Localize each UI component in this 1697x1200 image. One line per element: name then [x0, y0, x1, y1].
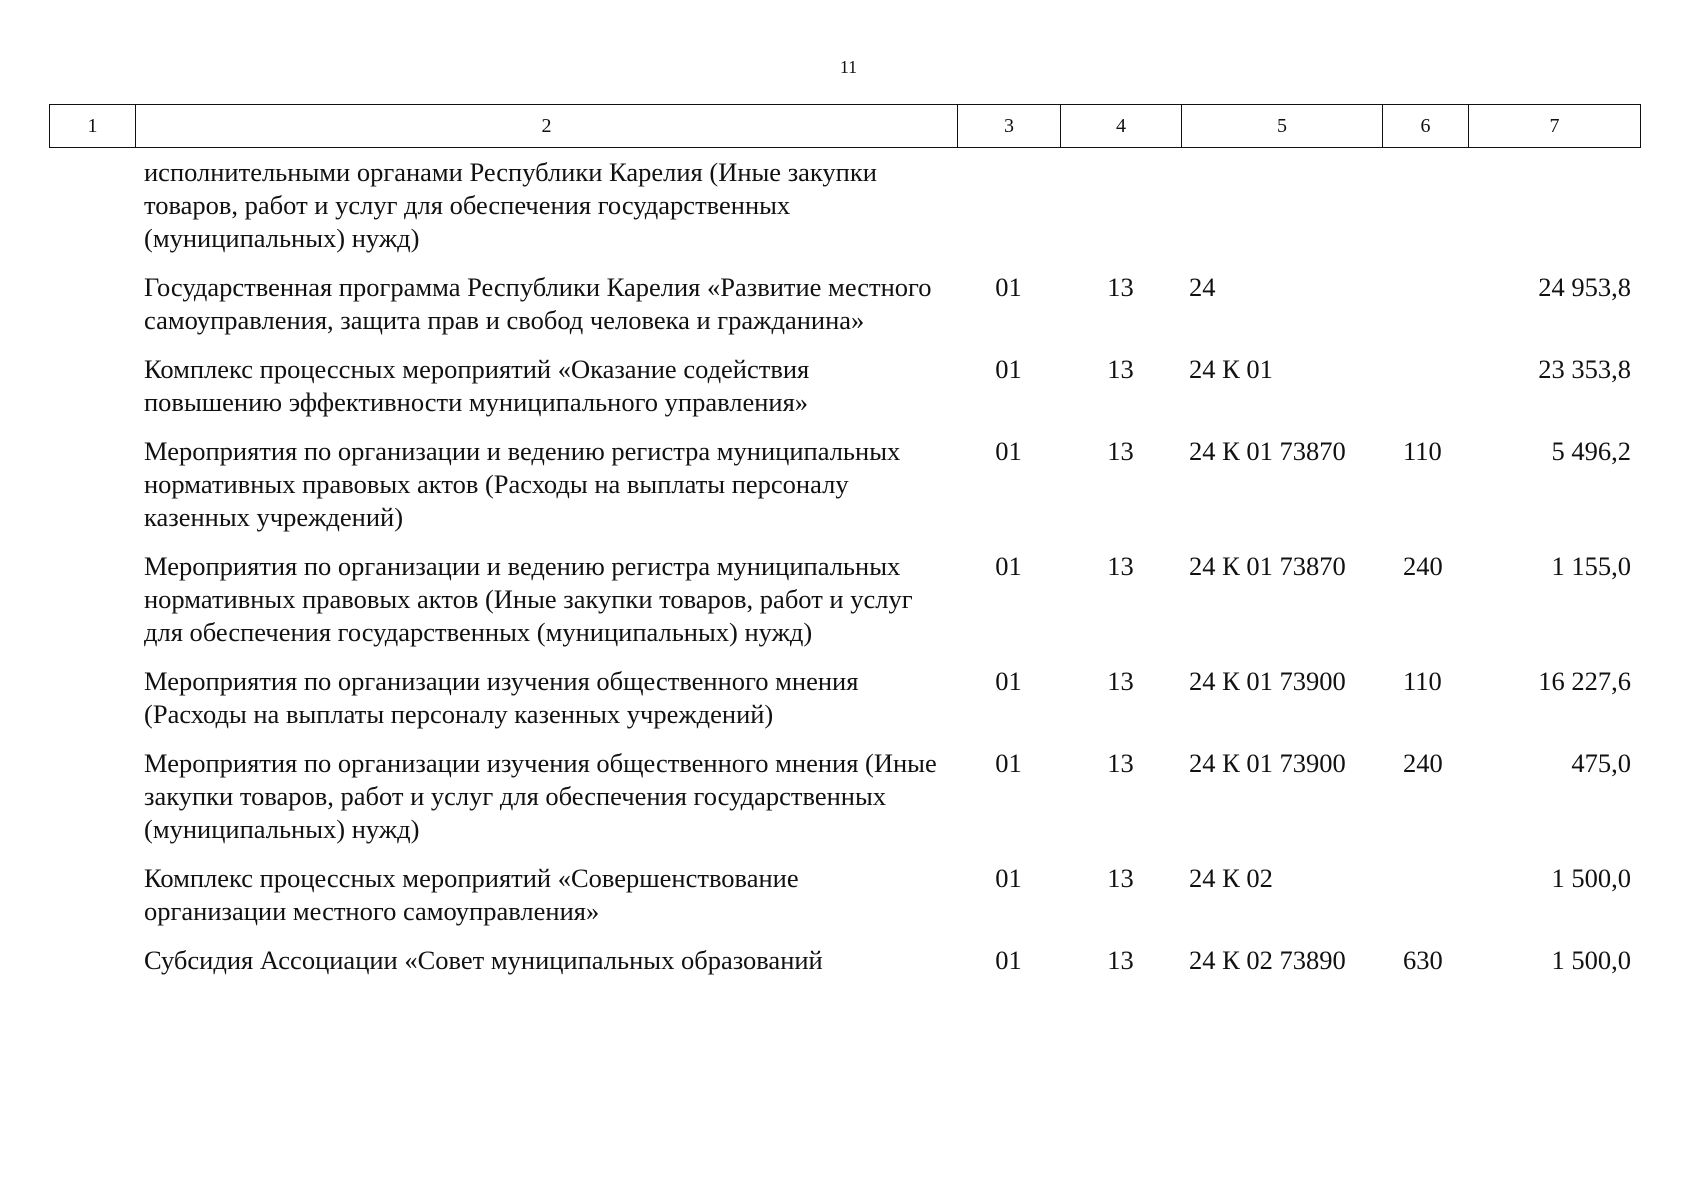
- row-target: 24 К 01: [1189, 354, 1273, 384]
- row-name: Комплекс процессных мероприятий «Совершенствование организации местного самоуправления»: [144, 863, 799, 926]
- budget-table: [49, 156, 1640, 977]
- row-subsection: 13: [1107, 436, 1134, 466]
- page-number: 11: [839, 57, 858, 77]
- row-name: Субсидия Ассоциации «Совет муниципальных образований: [144, 945, 823, 975]
- row-subsection: 13: [1107, 551, 1134, 581]
- row-section: 01: [995, 551, 1022, 581]
- row-subsection: 13: [1107, 945, 1134, 975]
- row-section: 01: [995, 436, 1022, 466]
- row-name: исполнительными органами Республики Карелия (Иные закупки товаров, работ и услуг для обеспечения государственных (муниципальных) нужд): [144, 157, 877, 253]
- row-section: 01: [995, 945, 1022, 975]
- row-type: [1382, 862, 1468, 944]
- row-name: Мероприятия по организации изучения общественного мнения (Расходы на выплаты персоналу казенных учреждений): [144, 666, 859, 729]
- table-row: [49, 665, 1640, 747]
- row-subsection: 13: [1107, 748, 1134, 778]
- table-row: [49, 435, 1640, 550]
- row-type: 240: [1403, 551, 1443, 581]
- row-target: 24: [1189, 272, 1216, 302]
- table-row: [49, 271, 1640, 353]
- row-section: 01: [995, 863, 1022, 893]
- row-name: Комплекс процессных мероприятий «Оказание содействия повышению эффективности муниципального управления»: [144, 354, 810, 417]
- row-section: 01: [995, 666, 1022, 696]
- row-amount: 1 500,0: [1551, 863, 1631, 893]
- row-target: 24 К 01 73900: [1189, 748, 1346, 778]
- row-type: [1382, 271, 1468, 353]
- row-amount: 5 496,2: [1551, 436, 1631, 466]
- row-amount: 24 953,8: [1538, 272, 1631, 302]
- header-col-3: 3: [958, 105, 1061, 148]
- row-name: Мероприятия по организации и ведению регистра муниципальных нормативных правовых актов (Расходы на выплаты персоналу казенных учреждений): [144, 436, 901, 532]
- row-amount: 1 155,0: [1551, 551, 1631, 581]
- table-row: [49, 862, 1640, 944]
- row-subsection: 13: [1107, 272, 1134, 302]
- row-subsection: 13: [1107, 666, 1134, 696]
- row-target: 24 К 01 73870: [1189, 551, 1346, 581]
- row-amount: 16 227,6: [1538, 666, 1631, 696]
- header-row: [50, 105, 1641, 148]
- row-section: 01: [995, 748, 1022, 778]
- row-name: Мероприятия по организации изучения общественного мнения (Иные закупки товаров, работ и услуг для обеспечения государственных (муниципальных) нужд): [144, 748, 937, 844]
- row-type: 110: [1403, 436, 1442, 466]
- row-subsection: 13: [1107, 354, 1134, 384]
- row-subsection: [1060, 156, 1181, 271]
- row-target: [1181, 156, 1382, 271]
- row-amount: 475,0: [1571, 748, 1631, 778]
- row-target: 24 К 01 73900: [1189, 666, 1346, 696]
- column-number-header: [49, 104, 1641, 148]
- row-amount: [1468, 156, 1640, 271]
- row-name: Мероприятия по организации и ведению регистра муниципальных нормативных правовых актов (Иные закупки товаров, работ и услуг для обеспечения государственных (муниципальных) нужд): [144, 551, 913, 647]
- header-col-5: 5: [1182, 105, 1383, 148]
- header-col-1: 1: [50, 105, 136, 148]
- row-section: [957, 156, 1060, 271]
- row-amount: 23 353,8: [1538, 354, 1631, 384]
- row-type: 110: [1403, 666, 1442, 696]
- row-name: Государственная программа Республики Карелия «Развитие местного самоуправления, защита прав и свобод человека и гражданина»: [144, 272, 932, 335]
- header-col-4: 4: [1061, 105, 1182, 148]
- table-row: [49, 944, 1640, 977]
- row-target: 24 К 02: [1189, 863, 1273, 893]
- table-row: [49, 747, 1640, 862]
- row-subsection: 13: [1107, 863, 1134, 893]
- header-col-7: 7: [1469, 105, 1641, 148]
- row-type: [1382, 156, 1468, 271]
- row-type: 240: [1403, 748, 1443, 778]
- header-col-6: 6: [1383, 105, 1469, 148]
- row-target: 24 К 01 73870: [1189, 436, 1346, 466]
- table-row: [49, 353, 1640, 435]
- table-row: [49, 156, 1640, 271]
- row-section: 01: [995, 354, 1022, 384]
- row-amount: 1 500,0: [1551, 945, 1631, 975]
- row-section: 01: [995, 272, 1022, 302]
- row-type: [1382, 353, 1468, 435]
- row-target: 24 К 02 73890: [1189, 945, 1346, 975]
- table-row: [49, 550, 1640, 665]
- row-type: 630: [1403, 945, 1443, 975]
- header-col-2: 2: [136, 105, 958, 148]
